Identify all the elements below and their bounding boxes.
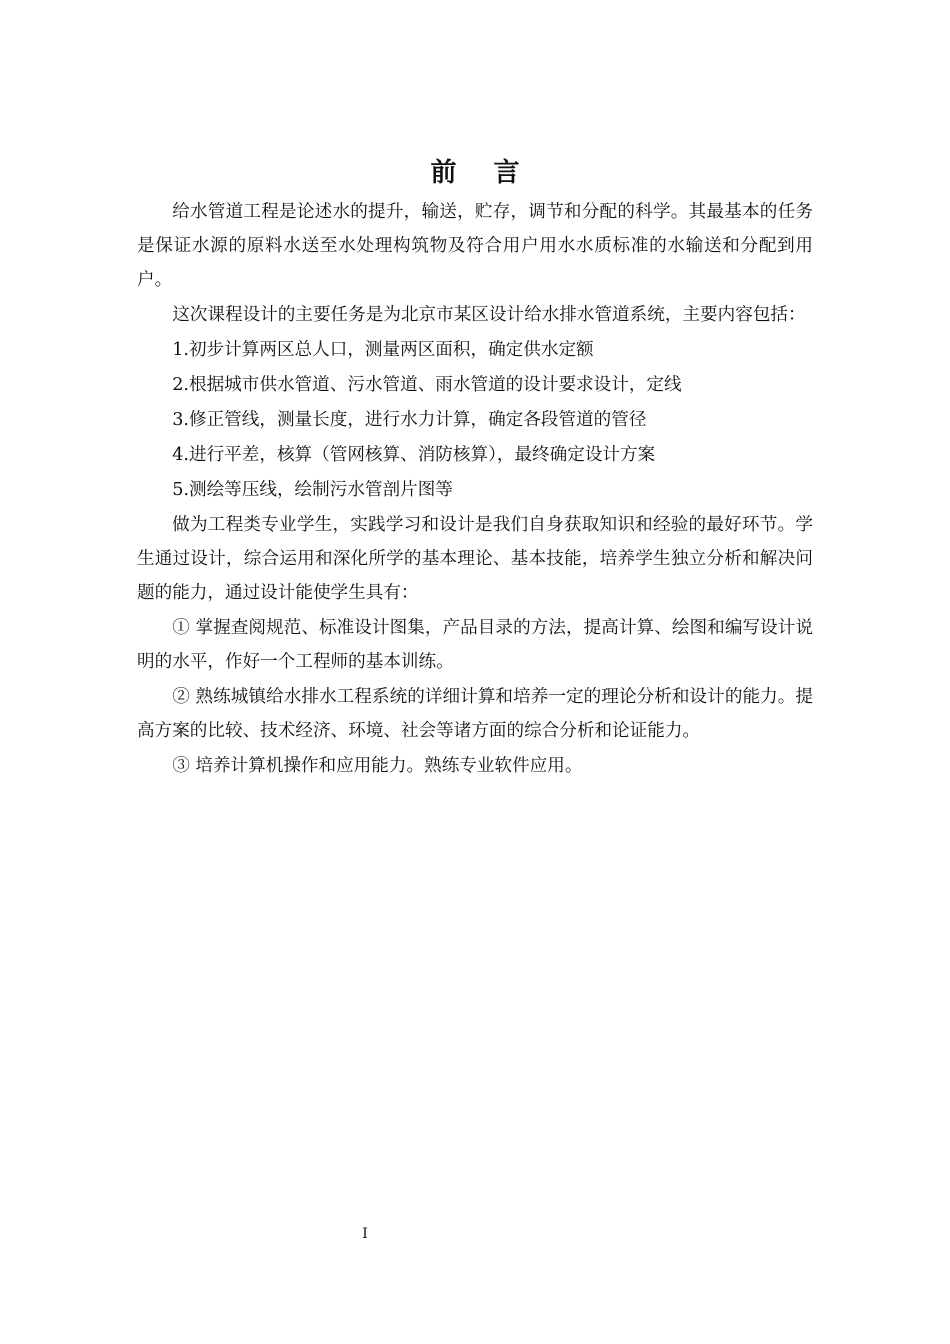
paragraph-purpose: 做为工程类专业学生，实践学习和设计是我们自身获取知识和经验的最好环节。学生通过设计，综合运用和深化所学的基本理论、基本技能，培养学生独立分析和解决问题的能力，通过设计能使学生具有： <box>137 515 813 603</box>
paragraph-intro: 给水管道工程是论述水的提升，输送，贮存，调节和分配的科学。其最基本的任务是保证水源的原料水送至水处理构筑物及符合用户用水水质标准的水输送和分配到用户。 <box>137 202 813 290</box>
list-item: ② 熟练城镇给水排水工程系统的详细计算和培养一定的理论分析和设计的能力。提高方案的比较、技术经济、环境、社会等诸方面的综合分析和论证能力。 <box>137 687 813 741</box>
list-item: 4.进行平差，核算（管网核算、消防核算），最终确定设计方案 <box>172 445 656 465</box>
list-item: ③ 培养计算机操作和应用能力。熟练专业软件应用。 <box>172 756 583 776</box>
list-item: 3.修正管线，测量长度，进行水力计算，确定各段管道的管径 <box>172 410 647 430</box>
list-item: ① 掌握查阅规范、标准设计图集，产品目录的方法，提高计算、绘图和编写设计说明的水平，作好一个工程师的基本训练。 <box>137 618 813 672</box>
list-item: 1.初步计算两区总人口，测量两区面积，确定供水定额 <box>172 340 594 360</box>
list-item: 5.测绘等压线，绘制污水管剖片图等 <box>172 480 453 500</box>
body-text <box>137 195 813 784</box>
page-number: I <box>362 1226 368 1242</box>
list-item: 2.根据城市供水管道、污水管道、雨水管道的设计要求设计，定线 <box>172 375 682 395</box>
paragraph-task: 这次课程设计的主要任务是为北京市某区设计给水排水管道系统，主要内容包括： <box>172 305 806 325</box>
page-title: 前 言 <box>430 158 534 188</box>
